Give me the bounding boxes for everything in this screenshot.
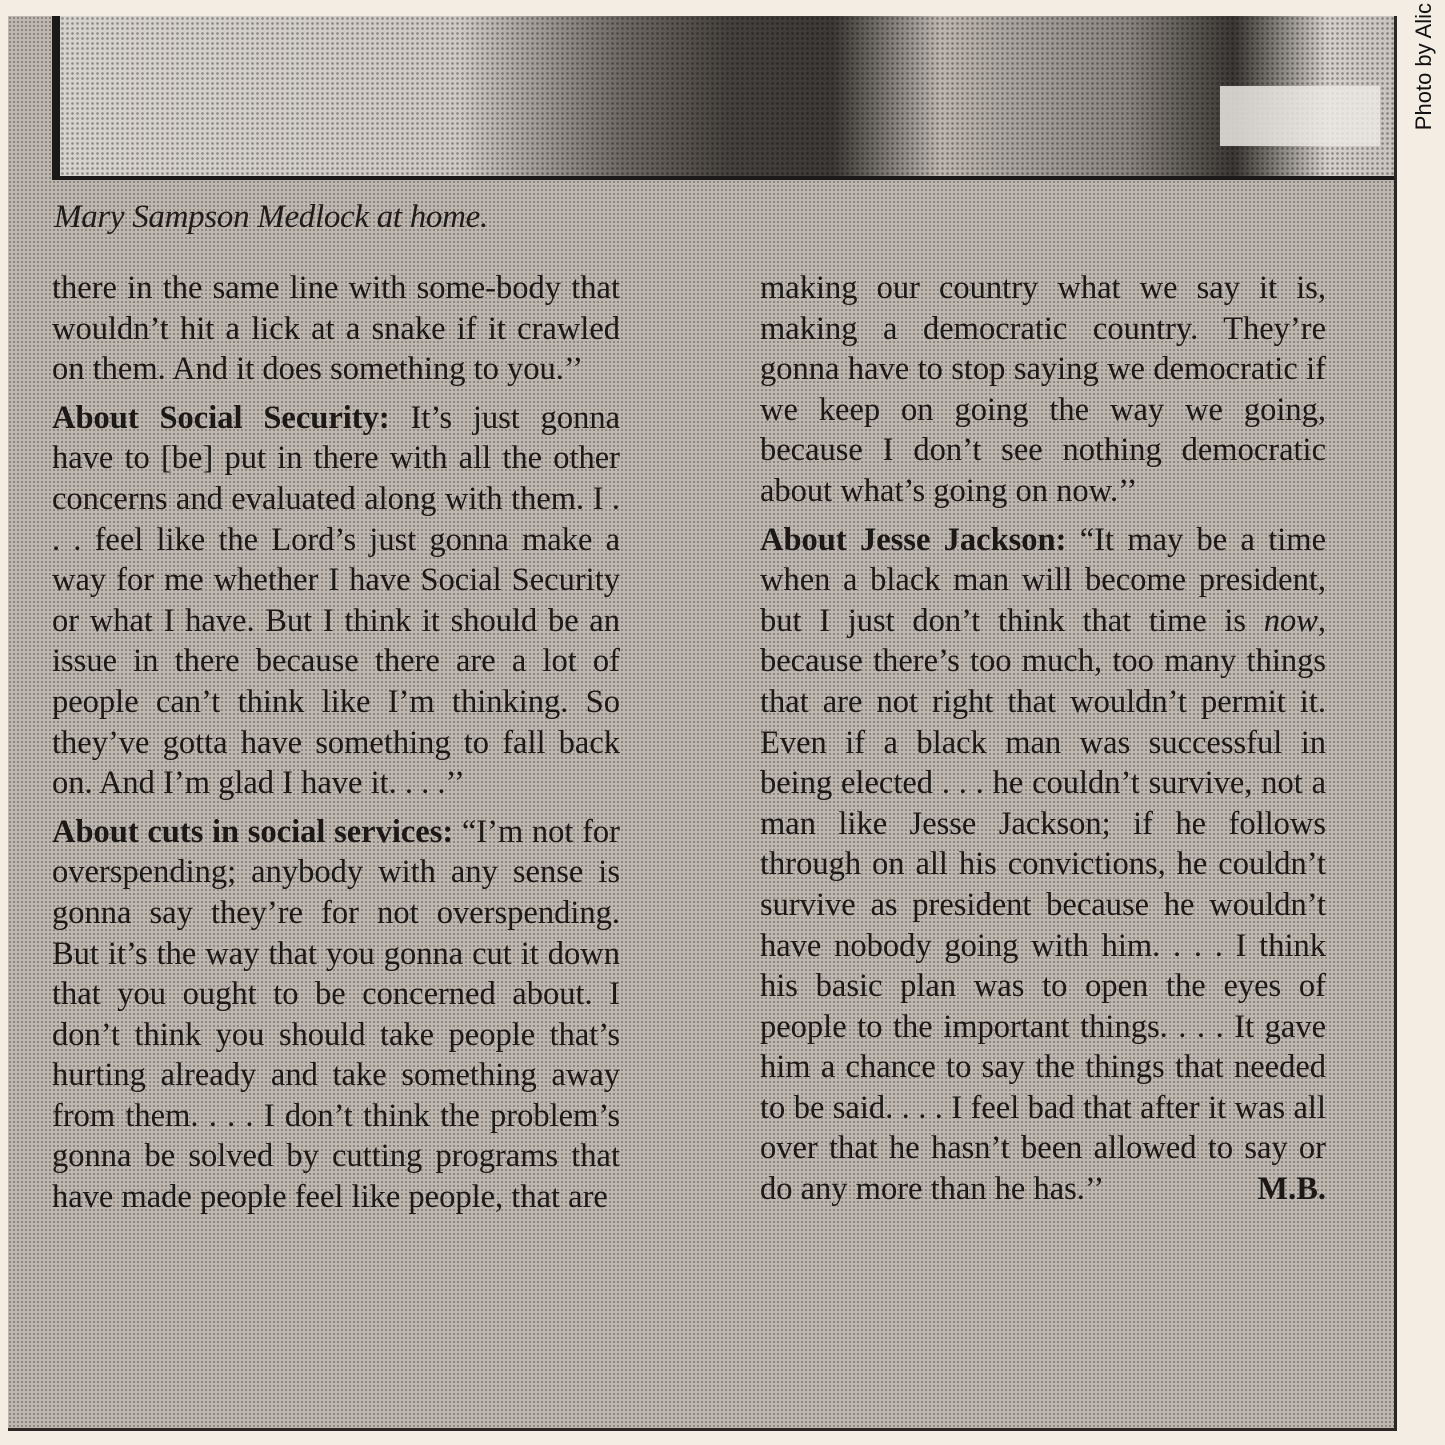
photo-credit [1402,0,1442,190]
photo-highlight [1220,86,1380,146]
article-clipping [8,16,1397,1431]
emphasis: now [1263,602,1318,639]
photo [52,16,1394,180]
paragraph: there in the same line with some-body that wouldn’t hit a lick at a snake if it crawled on them. And it does something to you.’’ [52,270,620,388]
section-lead: About Jesse Jackson: [760,521,1067,558]
photo-credit-text: Photo by Alic [1411,3,1436,131]
paragraph-text: , because there’s too much, too many things that are not right that wouldn’t permit it. Even if a black man was successful in being elected . . . he couldn’t survive, not a man like Jesse Jackson; if he follows through on all his convictions, he couldn’t survive as president because he wouldn’t have nobody going with him. . . . I think his basic plan was to open the eyes of people to the important things. . . . It gave him a chance to say the things that needed to be said. . . . I feel bad that after it was all over that he hasn’t been allowed to say or do any more than he has.’’ [760,602,1326,1208]
author-signature: M.B. [1257,1171,1326,1208]
paragraph [760,520,1326,1210]
paragraph-text: “I’m not for overspending; anybody with any sense is gonna say they’re for not overspending. But it’s the way that you gonna cut it down that you ought to be concerned about. I don’t think you should take people that’s hurting already and take something away from them. . . . I don’t think the problem’s gonna be solved by cutting programs that have made people feel like people, that are [52,813,621,1216]
section-lead: About cuts in social services: [52,813,454,850]
photo-halftone [60,16,1394,176]
paragraph-text: “It may be a time when a black man will become president, but I just don’t think that time is [760,521,1326,639]
section-lead: About Social Security: [52,399,390,436]
paragraph-text: It’s just gonna have to [be] put in there with all the other concerns and evaluated along with them. I . . . feel like the Lord’s just gonna make a way for me whether I have Social Security or what I have. But I think it should be an issue in there because there are a lot of people can’t think like I’m thinking. So they’ve gotta have something to fall back on. And I’m glad I have it. . . .’’ [52,399,620,802]
paragraph [52,812,620,1218]
paragraph [52,398,620,804]
right-column [760,268,1326,1218]
photo-caption: Mary Sampson Medlock at home. [54,199,488,235]
paragraph: making our country what we say it is, making a democratic country. They’re gonna have to stop saying we democratic if we keep on going the way we going, because I don’t see nothing democratic about what’s going on now.’’ [760,270,1326,509]
left-column [52,268,620,1226]
